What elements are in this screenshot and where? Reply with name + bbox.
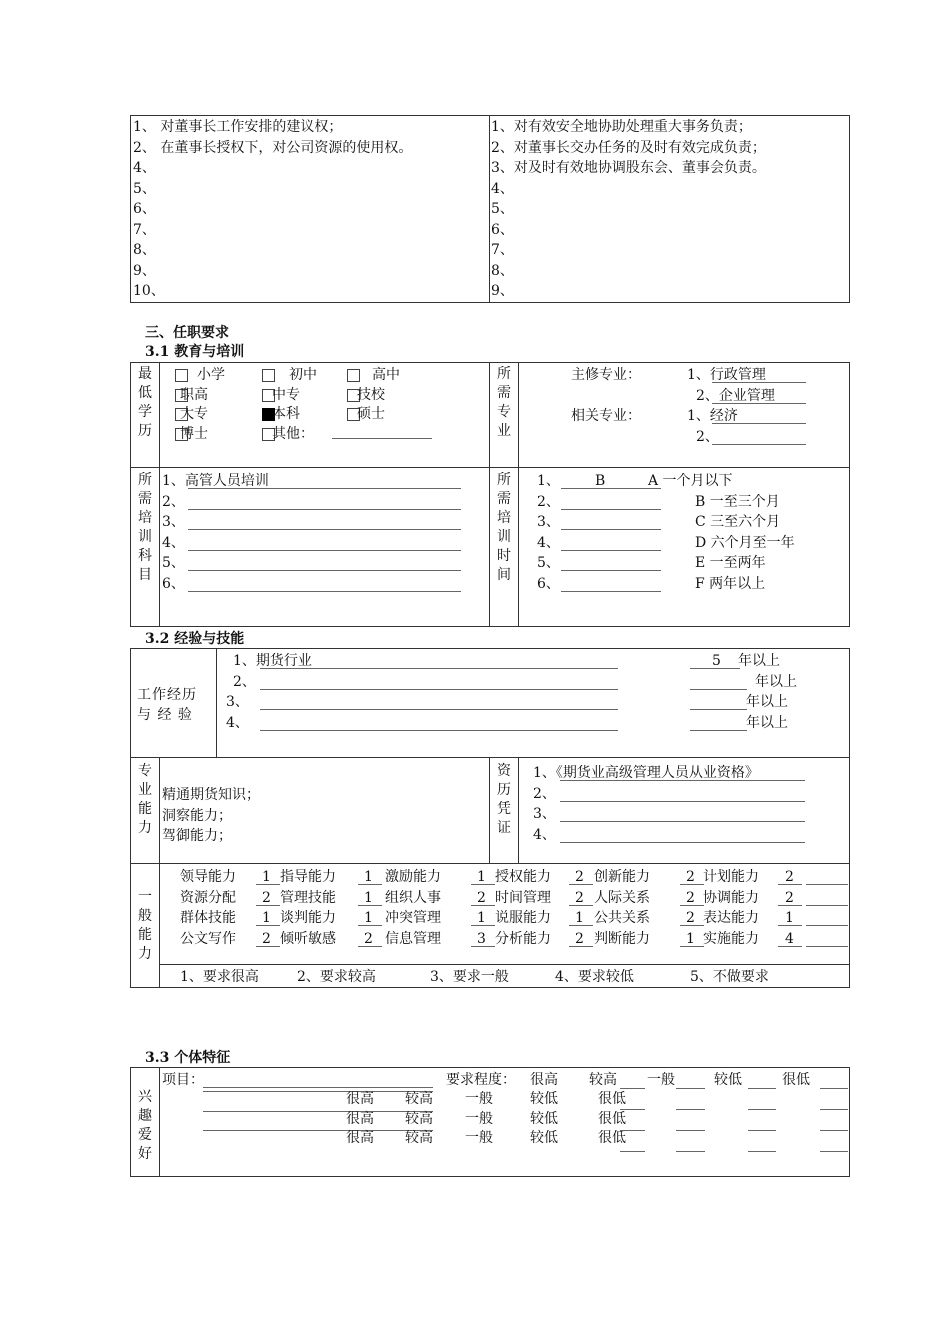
legend-item: 1、要求很高 [180, 969, 259, 985]
underline [676, 1130, 705, 1131]
underline [690, 709, 747, 710]
underline [748, 1151, 776, 1152]
years-suffix: 年以上 [746, 714, 788, 731]
subsection-education: 3.1 教育与培训 [145, 344, 245, 360]
ability-level: 3 [477, 930, 486, 947]
interest-level: 很高 [346, 1110, 374, 1127]
ability-name: 时间管理 [495, 889, 551, 906]
interest-level: 很低 [598, 1091, 626, 1107]
underline [676, 1151, 705, 1152]
ability-level: 1 [262, 869, 271, 885]
training-time-num: 4、 [537, 534, 560, 551]
ability-level: 1 [262, 910, 271, 926]
education-option: 技校 [357, 386, 385, 403]
underline [690, 730, 747, 731]
underline [471, 925, 495, 926]
underline [188, 509, 461, 510]
ability-level: 1 [364, 869, 373, 885]
ability-name: 公共关系 [594, 910, 650, 926]
training-time-option: A 一个月以下 [648, 473, 733, 489]
underline [358, 884, 382, 885]
training-time-num: 6、 [537, 575, 560, 592]
underline [561, 550, 661, 551]
interest-level: 很高 [530, 1072, 558, 1088]
ability-name: 说服能力 [495, 910, 551, 926]
underline [569, 884, 593, 885]
rights-item: 10、 [133, 283, 165, 299]
ability-name: 授权能力 [495, 869, 551, 885]
underline [680, 946, 704, 947]
ability-name: 激励能力 [385, 869, 441, 885]
experience-item: 4、 [226, 714, 249, 731]
education-option: 大专 [180, 406, 208, 422]
education-option: 职高 [180, 386, 208, 403]
interest-level: 一般 [465, 1091, 493, 1107]
underline [260, 668, 618, 669]
underline [560, 801, 805, 802]
underline [358, 946, 382, 947]
interest-level: 很低 [598, 1110, 626, 1127]
duties-list [491, 117, 766, 302]
subsection-traits: 3.3 个体特征 [145, 1050, 231, 1066]
ability-level: 1 [477, 910, 486, 926]
underline [676, 1088, 705, 1089]
ability-level: 2 [686, 889, 695, 906]
underline [806, 884, 848, 885]
interest-level: 较低 [530, 1110, 558, 1127]
training-time-num: 1、 [537, 473, 560, 489]
underline [188, 550, 461, 551]
ability-name: 表达能力 [703, 910, 759, 926]
underline [188, 570, 461, 571]
underline [561, 591, 661, 592]
ability-name: 分析能力 [495, 930, 551, 947]
training-time-num: 3、 [537, 514, 560, 530]
rights-item: 2、 在董事长授权下，对公司资源的使用权。 [133, 139, 413, 156]
experience-item: 2、 [233, 673, 256, 690]
underline [203, 1091, 433, 1092]
duty-item: 3、对及时有效地协调股东会、董事会负责。 [491, 160, 766, 176]
training-time-option: E 一至两年 [695, 555, 766, 571]
ability-level: 2 [785, 869, 794, 885]
ability-name: 公文写作 [180, 930, 236, 947]
interest-level: 很高 [346, 1091, 374, 1107]
ability-level: 1 [364, 889, 373, 906]
ability-name: 冲突管理 [385, 910, 441, 926]
underline [778, 925, 802, 926]
education-option: 硕士 [357, 406, 385, 422]
ability-level: 2 [686, 869, 695, 885]
ability-name: 实施能力 [703, 930, 759, 947]
responsibility-divider [489, 115, 490, 303]
underline [748, 1088, 776, 1089]
underline [620, 1130, 645, 1131]
section-title: 三、任职要求 [145, 325, 229, 341]
underline [778, 905, 802, 906]
experience-item: 1、期货行业 [233, 653, 312, 669]
duty-item: 7、 [491, 242, 514, 258]
experience-item: 3、 [226, 694, 249, 710]
interest-level: 一般 [647, 1072, 675, 1088]
related-major-2: 2、 [696, 429, 719, 445]
underline [561, 488, 661, 489]
training-subject: 3、 [162, 514, 185, 530]
underline [569, 925, 593, 926]
education-option: 博士 [180, 425, 208, 442]
underline [561, 529, 661, 530]
interest-degree-label: 要求程度： [446, 1072, 516, 1088]
major-label: 所 需 专 业 [497, 366, 511, 439]
ability-name: 组织人事 [385, 889, 441, 906]
underline [560, 821, 805, 822]
underline [203, 1111, 433, 1112]
ability-level: 2 [575, 930, 584, 947]
ability-name: 人际关系 [594, 889, 650, 906]
underline [203, 1130, 433, 1131]
interest-level: 较低 [714, 1072, 742, 1088]
subsection-experience: 3.2 经验与技能 [145, 631, 245, 647]
training-time-option: D 六个月至一年 [695, 534, 795, 551]
checkbox-icon[interactable] [175, 369, 188, 382]
education-option: 其他： [272, 425, 314, 442]
ability-level: 1 [785, 910, 794, 926]
rights-list [133, 117, 412, 302]
training-subject: 1、高管人员培训 [162, 473, 269, 489]
ability-name: 倾听敏感 [280, 930, 336, 947]
underline [569, 905, 593, 906]
underline [560, 780, 805, 781]
underline [256, 925, 280, 926]
underline [680, 925, 704, 926]
training-subject: 6、 [162, 575, 185, 592]
ability-level: 2 [262, 889, 271, 906]
training-time-option: F 两年以上 [695, 575, 766, 592]
underline [358, 905, 382, 906]
certificate-item: 2、 [533, 785, 556, 802]
underline [620, 1151, 645, 1152]
underline [561, 570, 661, 571]
duty-item: 2、对董事长交办任务的及时有效完成负责； [491, 139, 766, 156]
interest-level: 较高 [405, 1130, 433, 1146]
training-subject: 5、 [162, 555, 185, 571]
professional-ability: 精通期货知识； [162, 787, 260, 803]
underline [806, 905, 848, 906]
ability-name: 领导能力 [180, 869, 236, 885]
ability-level: 2 [575, 869, 584, 885]
underline [748, 1130, 776, 1131]
underline [358, 925, 382, 926]
legend-item: 5、不做要求 [690, 969, 769, 985]
ability-name: 计划能力 [703, 869, 759, 885]
legend-item: 3、要求一般 [430, 969, 509, 985]
years-suffix: 年以上 [755, 673, 797, 690]
underline [188, 529, 461, 530]
underline [569, 946, 593, 947]
main-major-label: 主修专业： [571, 367, 641, 383]
rights-item: 1、 对董事长工作安排的建议权； [133, 119, 343, 135]
underline [690, 689, 747, 690]
ability-level: 2 [785, 889, 794, 906]
ability-name: 管理技能 [280, 889, 336, 906]
underline [260, 689, 618, 690]
underline [561, 509, 661, 510]
ability-name: 判断能力 [594, 930, 650, 947]
underline [820, 1151, 848, 1152]
duty-item: 9、 [491, 283, 514, 299]
rights-item: 9、 [133, 262, 156, 279]
underline [471, 884, 495, 885]
underline [676, 1109, 705, 1110]
ability-name: 创新能力 [594, 869, 650, 885]
training-time-selected: B [595, 473, 606, 489]
main-major-1: 1、行政管理 [687, 367, 766, 383]
ability-level: 4 [785, 930, 794, 947]
ability-level: 1 [575, 910, 584, 926]
underline [188, 591, 461, 592]
underline [256, 946, 280, 947]
min-education-label: 最 低 学 历 [138, 366, 152, 439]
training-subject-label: 所 需 培 训 科 目 [138, 472, 152, 583]
ability-name: 协调能力 [703, 889, 759, 906]
underline [820, 1109, 848, 1110]
training-time-option: C 三至六个月 [695, 514, 781, 530]
legend-item: 4、要求较低 [555, 969, 634, 985]
ability-level: 2 [575, 889, 584, 906]
underline [680, 905, 704, 906]
duty-item: 5、 [491, 201, 514, 217]
rights-item: 6、 [133, 201, 156, 217]
interest-level: 较低 [530, 1091, 558, 1107]
professional-ability: 洞察能力； [162, 807, 232, 824]
underline [778, 884, 802, 885]
education-option: 初中 [289, 367, 317, 383]
rights-item: 8、 [133, 242, 156, 258]
duty-item: 8、 [491, 262, 514, 279]
rights-item: 4、 [133, 160, 156, 176]
rights-item: 7、 [133, 221, 156, 238]
interest-level: 较高 [405, 1110, 433, 1127]
duty-item: 1、对有效安全地协助处理重大事务负责； [491, 119, 752, 135]
certificate-item: 4、 [533, 826, 556, 843]
ability-level: 2 [477, 889, 486, 906]
professional-ability-label: 专 业 能 力 [138, 763, 152, 836]
training-time-label: 所 需 培 训 时 间 [497, 472, 511, 583]
underline [690, 668, 740, 669]
interest-level: 一般 [465, 1110, 493, 1127]
general-ability-label: 一 般 能 力 [138, 889, 152, 962]
underline [806, 925, 848, 926]
underline [620, 1109, 645, 1110]
interest-level: 较高 [405, 1091, 433, 1107]
interest-level: 很低 [782, 1072, 810, 1088]
education-option: 本科 [272, 406, 300, 422]
ability-level: 1 [477, 869, 486, 885]
certificate-item: 1、《期货业高级管理人员从业资格》 [533, 765, 759, 781]
underline [203, 1087, 433, 1088]
main-major-2: 2、企业管理 [696, 388, 775, 404]
related-major-label: 相关专业： [571, 408, 641, 424]
checkbox-icon[interactable] [347, 369, 360, 382]
training-subject: 4、 [162, 534, 185, 551]
underline [748, 1109, 776, 1110]
checkbox-icon[interactable] [262, 369, 275, 382]
ability-name: 群体技能 [180, 910, 236, 926]
education-option: 高中 [372, 367, 400, 383]
interest-level: 很低 [598, 1130, 626, 1146]
underline [471, 946, 495, 947]
ability-name: 谈判能力 [280, 910, 336, 926]
ability-level: 2 [686, 910, 695, 926]
underline [806, 946, 848, 947]
training-subject: 2、 [162, 493, 185, 510]
duty-item: 6、 [491, 221, 514, 238]
experience-years: 5 [712, 653, 721, 669]
interest-label: 兴 趣 爱 好 [138, 1089, 152, 1162]
underline [471, 905, 495, 906]
ability-name: 信息管理 [385, 930, 441, 947]
underline [680, 884, 704, 885]
ability-name: 指导能力 [280, 869, 336, 885]
certificate-label: 资 历 凭 证 [497, 763, 511, 836]
duty-item: 4、 [491, 180, 514, 197]
ability-name: 资源分配 [180, 889, 236, 906]
professional-abilities [162, 785, 260, 847]
ability-level: 2 [364, 930, 373, 947]
interest-level: 较高 [589, 1072, 617, 1088]
interest-level: 一般 [465, 1130, 493, 1146]
work-experience-label: 工作经历与 经 验 [137, 687, 197, 723]
underline [256, 884, 280, 885]
interest-item-label: 项目： [162, 1072, 204, 1088]
interest-level: 较低 [530, 1130, 558, 1146]
ability-level: 1 [686, 930, 695, 947]
professional-ability: 驾御能力； [162, 828, 232, 844]
related-major-1: 1、经济 [687, 408, 738, 424]
education-option: 中专 [272, 386, 300, 403]
interest-level: 很高 [346, 1130, 374, 1146]
underline [560, 842, 805, 843]
education-option: 小学 [197, 367, 225, 383]
training-time-num: 2、 [537, 493, 560, 510]
underline [820, 1130, 848, 1131]
underline [820, 1088, 848, 1089]
underline [260, 730, 618, 731]
underline [620, 1088, 645, 1089]
years-suffix: 年以上 [746, 694, 788, 710]
legend-item: 2、要求较高 [297, 969, 376, 985]
ability-level: 1 [364, 910, 373, 926]
underline [260, 709, 618, 710]
ability-level: 2 [262, 930, 271, 947]
underline [188, 488, 461, 489]
underline [778, 946, 802, 947]
certificate-item: 3、 [533, 806, 556, 822]
years-suffix: 年以上 [738, 653, 780, 669]
underline [256, 905, 280, 906]
rights-item: 5、 [133, 180, 156, 197]
training-time-num: 5、 [537, 555, 560, 571]
training-time-option: B 一至三个月 [695, 493, 780, 510]
